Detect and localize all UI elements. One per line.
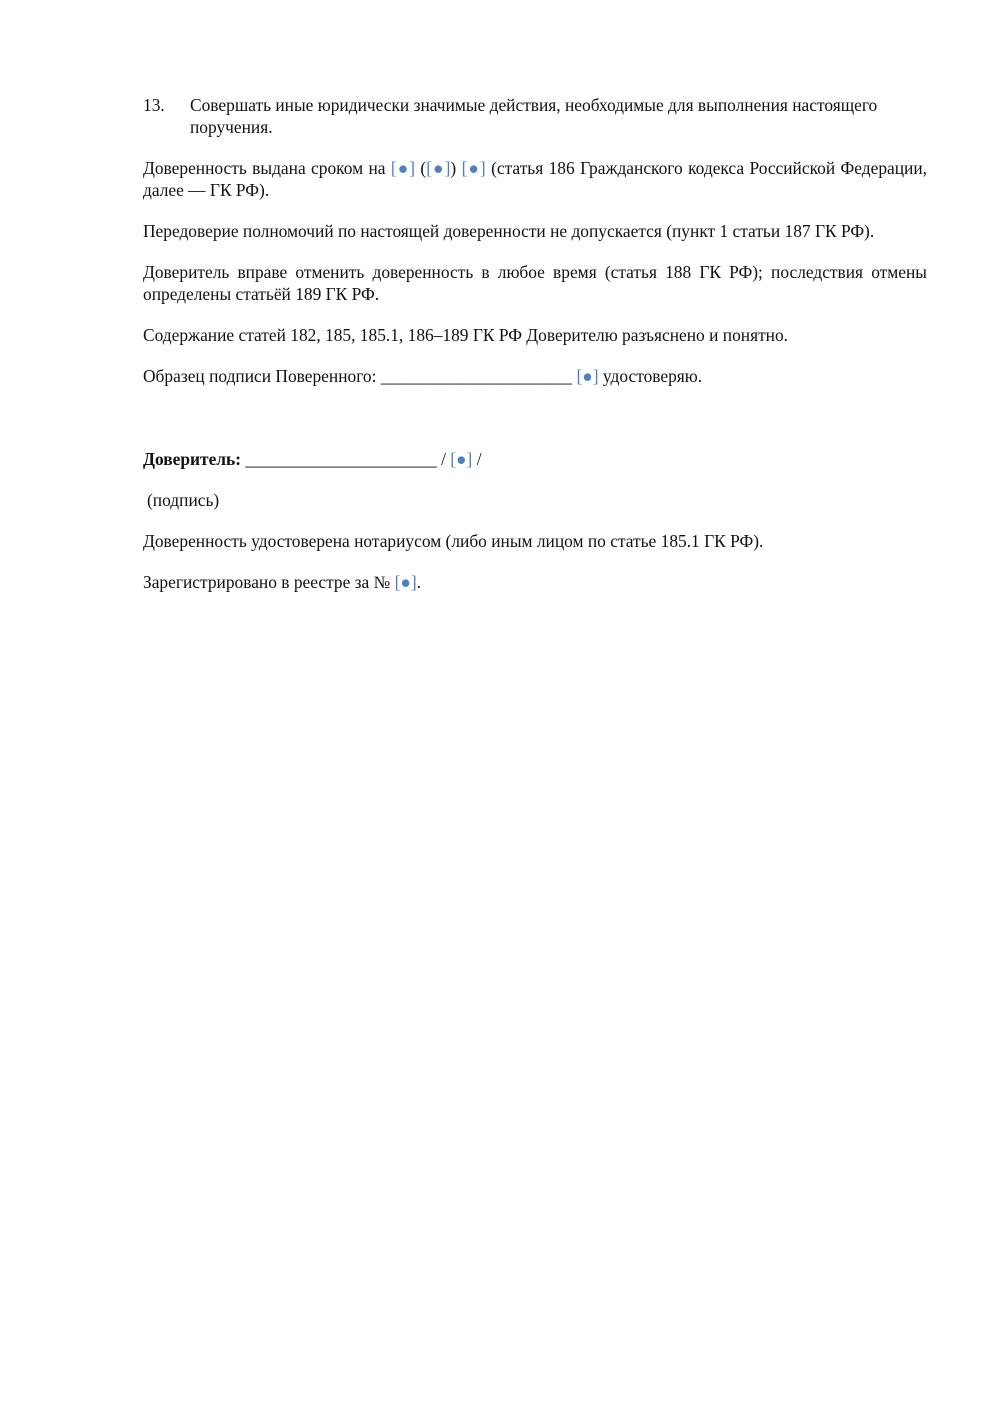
list-item-text: Совершать иные юридически значимые действия, необходимые для выполнения настоящего поручения.: [190, 95, 878, 137]
notary-certified-paragraph: Доверенность удостоверена нотариусом (либо иным лицом по статье 185.1 ГК РФ).: [143, 531, 764, 551]
signature-caption: (подпись): [147, 490, 220, 510]
term-placeholder-2: [●]: [426, 158, 451, 178]
signature-sample-paragraph: [143, 365, 927, 387]
principal-signature-line: [143, 448, 927, 470]
term-paren-open: (: [420, 158, 427, 178]
term-paren-close: ): [450, 158, 457, 178]
principal-slash-before: /: [441, 449, 446, 469]
list-item-13: [143, 94, 927, 138]
no-redelegation-paragraph: Передоверие полномочий по настоящей доверенности не допускается (пункт 1 статьи 187 ГК РФ).: [143, 221, 875, 241]
document-body: [143, 94, 927, 593]
signature-sample-suffix: удостоверяю.: [602, 366, 703, 386]
term-suffix: (статья 186 Гражданского кодекса Российской Федерации, далее — ГК РФ).: [143, 158, 928, 200]
principal-slash-after: /: [476, 449, 482, 469]
explained-paragraph: Содержание статей 182, 185, 185.1, 186–189 ГК РФ Доверителю разъяснено и понятно.: [143, 325, 789, 345]
term-placeholder-3: [●]: [461, 158, 486, 178]
registry-prefix: Зарегистрировано в реестре за №: [143, 572, 391, 592]
registry-placeholder: [●]: [394, 572, 417, 592]
principal-label: Доверитель:: [143, 449, 242, 469]
registry-paragraph: [143, 571, 927, 593]
registry-suffix: .: [416, 572, 422, 592]
signature-sample-placeholder: [●]: [576, 366, 599, 386]
list-item-number: 13.: [143, 95, 165, 115]
term-prefix: Доверенность выдана сроком на: [143, 158, 386, 178]
principal-line: ______________________: [245, 449, 437, 469]
term-paragraph: [143, 157, 927, 201]
signature-sample-line: ______________________: [380, 366, 573, 386]
term-placeholder-1: [●]: [390, 158, 416, 178]
principal-placeholder: [●]: [450, 449, 473, 469]
signature-sample-label: Образец подписи Поверенного:: [143, 366, 377, 386]
revocation-paragraph: Доверитель вправе отменить доверенность в любое время (статья 188 ГК РФ); последствия отмены определены статьёй 189 ГК РФ.: [143, 262, 927, 304]
